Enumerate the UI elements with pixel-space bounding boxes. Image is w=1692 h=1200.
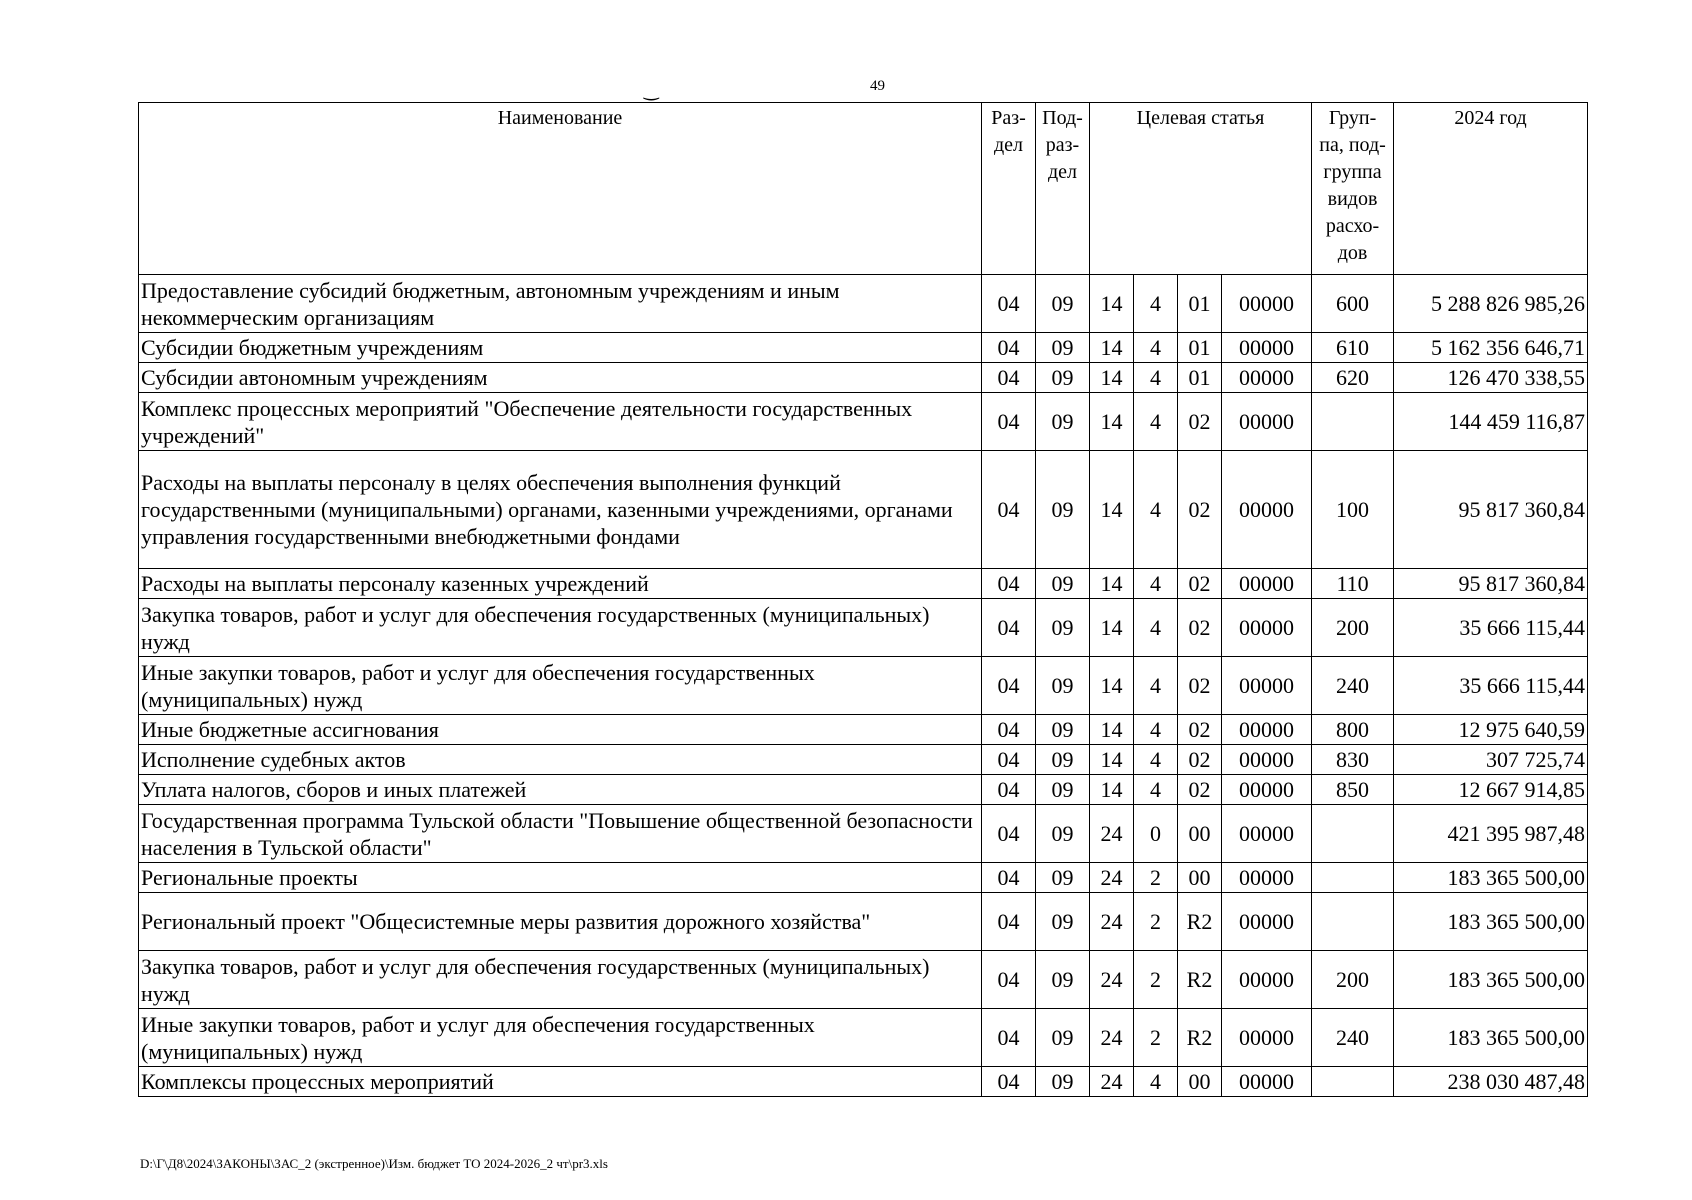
cell-podrazdel: 09 (1036, 805, 1090, 863)
cell-podrazdel: 09 (1036, 569, 1090, 599)
cell-target-direction: 00000 (1222, 1067, 1312, 1097)
cell-target-direction: 00000 (1222, 745, 1312, 775)
cell-target-structure: 01 (1178, 333, 1222, 363)
budget-table (138, 102, 1588, 1097)
cell-target-direction: 00000 (1222, 275, 1312, 333)
cell-name: Субсидии бюджетным учреждениям (139, 333, 982, 363)
cell-group: 110 (1312, 569, 1394, 599)
table-row (139, 333, 1588, 363)
cell-name: Предоставление субсидий бюджетным, автономным учреждениям и иным некоммерческим организациям (139, 275, 982, 333)
cell-amount: 238 030 487,48 (1394, 1067, 1588, 1097)
cell-target-type: 4 (1134, 1067, 1178, 1097)
table-row (139, 893, 1588, 951)
cell-razdel: 04 (982, 333, 1036, 363)
cell-group (1312, 863, 1394, 893)
cell-podrazdel: 09 (1036, 393, 1090, 451)
cell-razdel: 04 (982, 275, 1036, 333)
cell-razdel: 04 (982, 569, 1036, 599)
cell-razdel: 04 (982, 805, 1036, 863)
cell-amount: 35 666 115,44 (1394, 657, 1588, 715)
cell-razdel: 04 (982, 951, 1036, 1009)
cell-podrazdel: 09 (1036, 657, 1090, 715)
header-podrazdel: Под- раз- дел (1036, 103, 1090, 275)
cell-group: 100 (1312, 451, 1394, 569)
cell-razdel: 04 (982, 775, 1036, 805)
cell-target-direction: 00000 (1222, 393, 1312, 451)
cell-target-type: 4 (1134, 333, 1178, 363)
cell-razdel: 04 (982, 1009, 1036, 1067)
cell-amount: 12 667 914,85 (1394, 775, 1588, 805)
cell-name: Уплата налогов, сборов и иных платежей (139, 775, 982, 805)
cell-target-structure: 02 (1178, 657, 1222, 715)
table-row (139, 775, 1588, 805)
cell-target-direction: 00000 (1222, 451, 1312, 569)
cell-name: Закупка товаров, работ и услуг для обеспечения государственных (муниципальных) нужд (139, 951, 982, 1009)
cell-target-program: 24 (1090, 863, 1134, 893)
cell-target-type: 4 (1134, 715, 1178, 745)
cell-target-structure: R2 (1178, 951, 1222, 1009)
cell-name: Региональный проект "Общесистемные меры развития дорожного хозяйства" (139, 893, 982, 951)
cell-razdel: 04 (982, 745, 1036, 775)
table-row (139, 393, 1588, 451)
cell-podrazdel: 09 (1036, 775, 1090, 805)
cell-amount: 5 162 356 646,71 (1394, 333, 1588, 363)
cell-razdel: 04 (982, 451, 1036, 569)
table-row (139, 1067, 1588, 1097)
cell-target-type: 4 (1134, 393, 1178, 451)
table-row (139, 451, 1588, 569)
cell-target-direction: 00000 (1222, 599, 1312, 657)
cell-group (1312, 893, 1394, 951)
cell-target-direction: 00000 (1222, 715, 1312, 745)
header-target: Целевая статья (1090, 103, 1312, 275)
cell-target-type: 2 (1134, 863, 1178, 893)
cell-target-type: 0 (1134, 805, 1178, 863)
cell-target-direction: 00000 (1222, 805, 1312, 863)
cell-target-structure: 01 (1178, 363, 1222, 393)
cell-group (1312, 393, 1394, 451)
cell-target-direction: 00000 (1222, 333, 1312, 363)
cell-target-program: 14 (1090, 363, 1134, 393)
cell-target-structure: 02 (1178, 451, 1222, 569)
dash-mark: ‿ (644, 80, 659, 100)
cell-amount: 95 817 360,84 (1394, 569, 1588, 599)
table-row (139, 569, 1588, 599)
table-row (139, 657, 1588, 715)
cell-podrazdel: 09 (1036, 599, 1090, 657)
cell-razdel: 04 (982, 863, 1036, 893)
page-number: 49 (870, 78, 885, 94)
cell-target-structure: 02 (1178, 775, 1222, 805)
cell-razdel: 04 (982, 363, 1036, 393)
cell-target-direction: 00000 (1222, 893, 1312, 951)
table-row (139, 951, 1588, 1009)
cell-target-structure: 02 (1178, 715, 1222, 745)
cell-target-program: 14 (1090, 451, 1134, 569)
cell-target-direction: 00000 (1222, 1009, 1312, 1067)
cell-target-type: 4 (1134, 775, 1178, 805)
table-row (139, 745, 1588, 775)
cell-group: 830 (1312, 745, 1394, 775)
cell-amount: 144 459 116,87 (1394, 393, 1588, 451)
cell-target-type: 4 (1134, 569, 1178, 599)
cell-target-direction: 00000 (1222, 775, 1312, 805)
cell-name: Расходы на выплаты персоналу в целях обеспечения выполнения функций государственными (муниципальными) органами, казенными учреждениями, органами управления государственными внебюджетными фондами (139, 451, 982, 569)
cell-target-structure: 02 (1178, 393, 1222, 451)
cell-amount: 421 395 987,48 (1394, 805, 1588, 863)
table-header-row (139, 103, 1588, 275)
cell-name: Закупка товаров, работ и услуг для обеспечения государственных (муниципальных) нужд (139, 599, 982, 657)
cell-target-direction: 00000 (1222, 363, 1312, 393)
cell-target-structure: 02 (1178, 569, 1222, 599)
header-razdel: Раз- дел (982, 103, 1036, 275)
cell-target-program: 24 (1090, 951, 1134, 1009)
cell-razdel: 04 (982, 393, 1036, 451)
cell-target-structure: 00 (1178, 863, 1222, 893)
cell-name: Государственная программа Тульской области "Повышение общественной безопасности населения в Тульской области" (139, 805, 982, 863)
cell-podrazdel: 09 (1036, 951, 1090, 1009)
cell-target-program: 24 (1090, 1009, 1134, 1067)
cell-amount: 183 365 500,00 (1394, 863, 1588, 893)
cell-name: Комплексы процессных мероприятий (139, 1067, 982, 1097)
cell-target-structure: R2 (1178, 893, 1222, 951)
cell-target-direction: 00000 (1222, 863, 1312, 893)
cell-razdel: 04 (982, 893, 1036, 951)
cell-amount: 35 666 115,44 (1394, 599, 1588, 657)
cell-group: 610 (1312, 333, 1394, 363)
cell-target-structure: 01 (1178, 275, 1222, 333)
table-row (139, 715, 1588, 745)
header-name: Наименование (139, 103, 982, 275)
cell-group (1312, 1067, 1394, 1097)
cell-target-structure: 02 (1178, 599, 1222, 657)
cell-amount: 183 365 500,00 (1394, 1009, 1588, 1067)
cell-target-program: 24 (1090, 1067, 1134, 1097)
table-row (139, 863, 1588, 893)
cell-razdel: 04 (982, 1067, 1036, 1097)
cell-target-program: 24 (1090, 893, 1134, 951)
cell-group: 600 (1312, 275, 1394, 333)
cell-group: 240 (1312, 657, 1394, 715)
cell-podrazdel: 09 (1036, 893, 1090, 951)
cell-podrazdel: 09 (1036, 863, 1090, 893)
cell-target-program: 14 (1090, 745, 1134, 775)
cell-name: Иные закупки товаров, работ и услуг для обеспечения государственных (муниципальных) нужд (139, 657, 982, 715)
cell-podrazdel: 09 (1036, 363, 1090, 393)
cell-target-program: 14 (1090, 393, 1134, 451)
cell-group: 800 (1312, 715, 1394, 745)
cell-target-type: 4 (1134, 451, 1178, 569)
cell-target-structure: 02 (1178, 745, 1222, 775)
header-group: Груп- па, под- группа видов расхо- дов (1312, 103, 1394, 275)
cell-target-type: 2 (1134, 893, 1178, 951)
cell-group: 620 (1312, 363, 1394, 393)
cell-group: 850 (1312, 775, 1394, 805)
table-row (139, 1009, 1588, 1067)
cell-podrazdel: 09 (1036, 745, 1090, 775)
footer-path: D:\Г\Д8\2024\ЗАКОНЫ\ЗАС_2 (экстренное)\Изм. бюджет ТО 2024-2026_2 чт\pr3.xls (140, 1156, 608, 1171)
cell-target-direction: 00000 (1222, 657, 1312, 715)
cell-target-program: 14 (1090, 657, 1134, 715)
cell-name: Иные закупки товаров, работ и услуг для обеспечения государственных (муниципальных) нужд (139, 1009, 982, 1067)
table-row (139, 363, 1588, 393)
cell-target-program: 14 (1090, 715, 1134, 745)
cell-target-structure: R2 (1178, 1009, 1222, 1067)
cell-target-program: 14 (1090, 569, 1134, 599)
cell-podrazdel: 09 (1036, 275, 1090, 333)
cell-target-program: 14 (1090, 599, 1134, 657)
cell-amount: 95 817 360,84 (1394, 451, 1588, 569)
cell-target-direction: 00000 (1222, 569, 1312, 599)
header-year: 2024 год (1394, 103, 1588, 275)
cell-amount: 5 288 826 985,26 (1394, 275, 1588, 333)
cell-group: 240 (1312, 1009, 1394, 1067)
cell-name: Иные бюджетные ассигнования (139, 715, 982, 745)
cell-name: Комплекс процессных мероприятий "Обеспечение деятельности государственных учреждений" (139, 393, 982, 451)
cell-target-structure: 00 (1178, 1067, 1222, 1097)
cell-razdel: 04 (982, 657, 1036, 715)
cell-amount: 307 725,74 (1394, 745, 1588, 775)
cell-podrazdel: 09 (1036, 1009, 1090, 1067)
cell-amount: 183 365 500,00 (1394, 951, 1588, 1009)
table-row (139, 805, 1588, 863)
cell-name: Расходы на выплаты персоналу казенных учреждений (139, 569, 982, 599)
cell-target-direction: 00000 (1222, 951, 1312, 1009)
cell-target-type: 2 (1134, 951, 1178, 1009)
cell-group: 200 (1312, 951, 1394, 1009)
cell-amount: 183 365 500,00 (1394, 893, 1588, 951)
cell-name: Субсидии автономным учреждениям (139, 363, 982, 393)
cell-target-structure: 00 (1178, 805, 1222, 863)
cell-target-type: 2 (1134, 1009, 1178, 1067)
cell-target-program: 14 (1090, 275, 1134, 333)
cell-target-program: 24 (1090, 805, 1134, 863)
table-row (139, 599, 1588, 657)
cell-group: 200 (1312, 599, 1394, 657)
cell-name: Исполнение судебных актов (139, 745, 982, 775)
cell-target-type: 4 (1134, 599, 1178, 657)
cell-podrazdel: 09 (1036, 715, 1090, 745)
cell-podrazdel: 09 (1036, 333, 1090, 363)
cell-target-program: 14 (1090, 333, 1134, 363)
cell-target-type: 4 (1134, 657, 1178, 715)
cell-amount: 12 975 640,59 (1394, 715, 1588, 745)
table-body (139, 275, 1588, 1097)
table-row (139, 275, 1588, 333)
cell-target-type: 4 (1134, 745, 1178, 775)
cell-podrazdel: 09 (1036, 451, 1090, 569)
cell-target-program: 14 (1090, 775, 1134, 805)
cell-target-type: 4 (1134, 275, 1178, 333)
cell-razdel: 04 (982, 599, 1036, 657)
cell-amount: 126 470 338,55 (1394, 363, 1588, 393)
cell-name: Региональные проекты (139, 863, 982, 893)
cell-target-type: 4 (1134, 363, 1178, 393)
cell-podrazdel: 09 (1036, 1067, 1090, 1097)
cell-group (1312, 805, 1394, 863)
cell-razdel: 04 (982, 715, 1036, 745)
